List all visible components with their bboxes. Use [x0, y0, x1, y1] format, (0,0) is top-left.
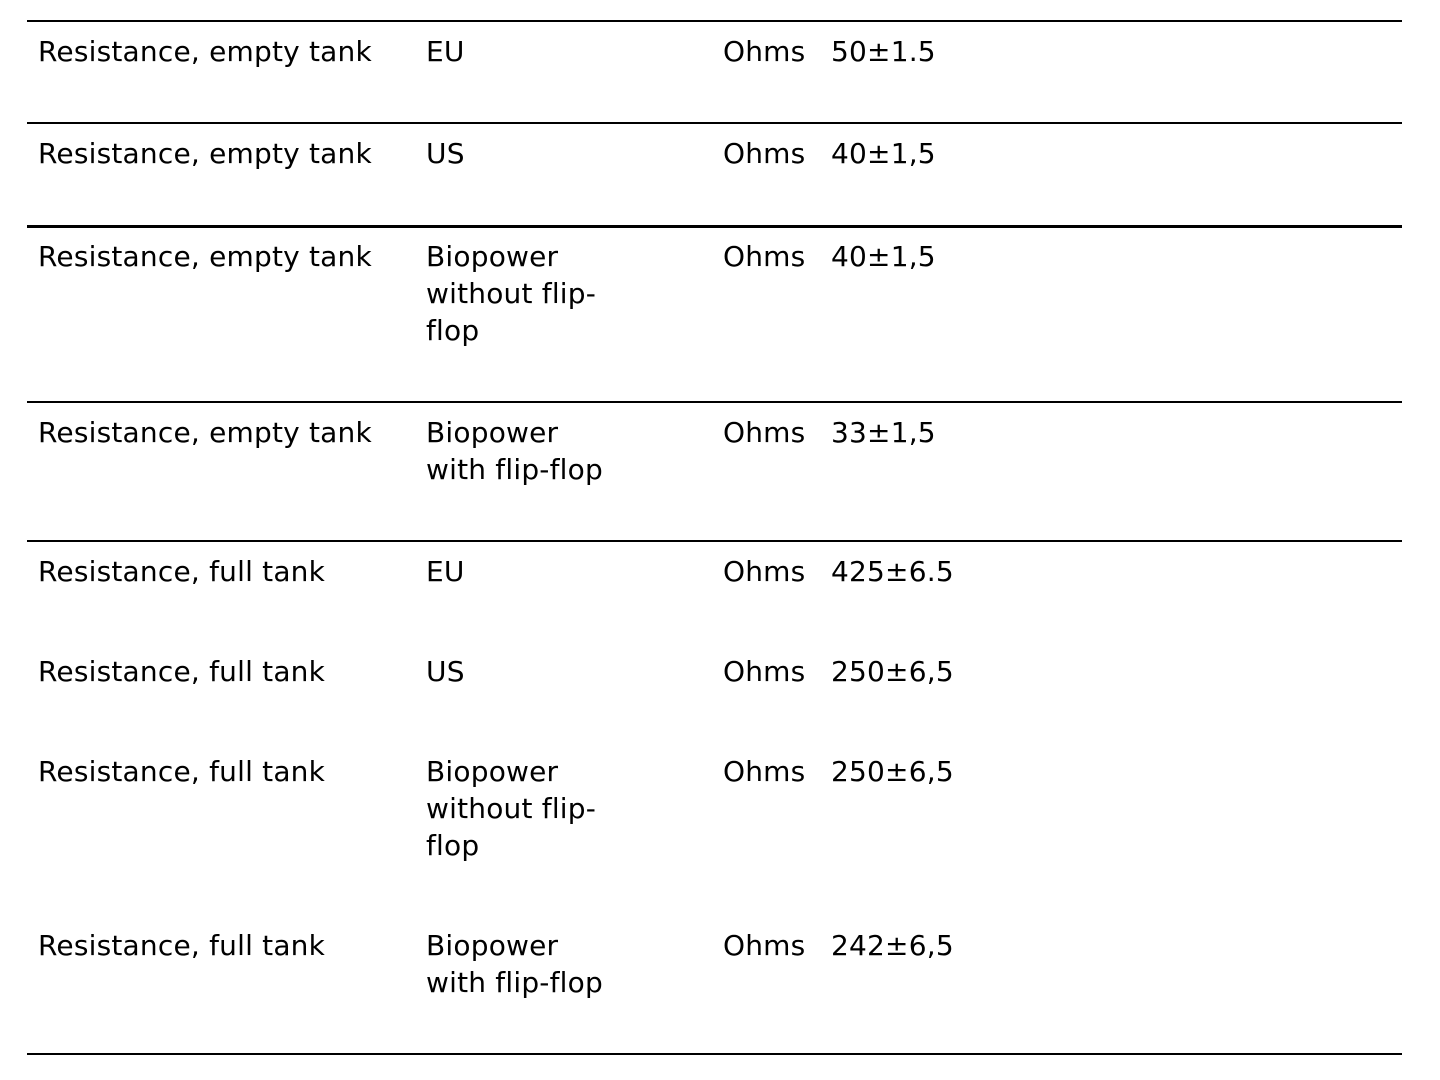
- parameter-cell: Resistance, full tank: [38, 555, 326, 588]
- unit-cell: Ohms: [723, 137, 806, 170]
- variant-cell: EU: [426, 555, 465, 588]
- unit-cell: Ohms: [723, 416, 806, 449]
- value-cell: 250±6,5: [831, 755, 954, 788]
- value-cell: 40±1,5: [831, 240, 936, 273]
- unit-cell: Ohms: [723, 755, 806, 788]
- unit-cell: Ohms: [723, 655, 806, 688]
- value-cell: 425±6.5: [831, 555, 954, 588]
- variant-cell: Biopower without flip- flop: [426, 755, 597, 862]
- parameter-cell: Resistance, full tank: [38, 655, 326, 688]
- table-divider: [27, 122, 1402, 124]
- value-cell: 50±1.5: [831, 35, 936, 68]
- variant-cell: Biopower without flip- flop: [426, 240, 597, 347]
- table-divider: [27, 401, 1402, 403]
- table-divider: [27, 1053, 1402, 1055]
- value-cell: 242±6,5: [831, 929, 954, 962]
- parameter-cell: Resistance, empty tank: [38, 35, 372, 68]
- variant-cell: Biopower with flip-flop: [426, 929, 603, 999]
- unit-cell: Ohms: [723, 35, 806, 68]
- unit-cell: Ohms: [723, 555, 806, 588]
- variant-cell: US: [426, 655, 465, 688]
- unit-cell: Ohms: [723, 929, 806, 962]
- parameter-cell: Resistance, empty tank: [38, 137, 372, 170]
- variant-cell: EU: [426, 35, 465, 68]
- variant-cell: US: [426, 137, 465, 170]
- table-divider: [27, 20, 1402, 22]
- table-divider: [27, 225, 1402, 228]
- unit-cell: Ohms: [723, 240, 806, 273]
- value-cell: 33±1,5: [831, 416, 936, 449]
- parameter-cell: Resistance, full tank: [38, 929, 326, 962]
- variant-cell: Biopower with flip-flop: [426, 416, 603, 486]
- parameter-cell: Resistance, full tank: [38, 755, 326, 788]
- parameter-cell: Resistance, empty tank: [38, 416, 372, 449]
- parameter-cell: Resistance, empty tank: [38, 240, 372, 273]
- table-divider: [27, 540, 1402, 542]
- value-cell: 40±1,5: [831, 137, 936, 170]
- value-cell: 250±6,5: [831, 655, 954, 688]
